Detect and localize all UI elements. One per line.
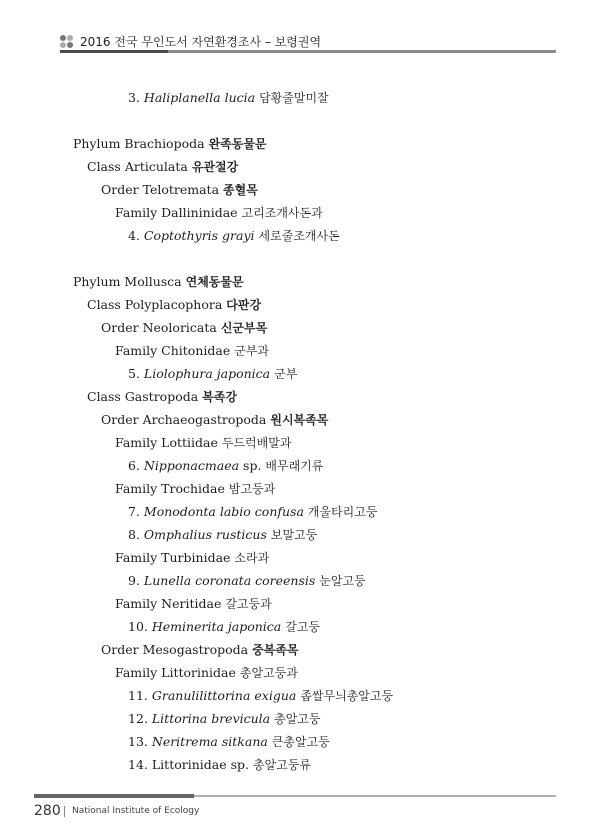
species-number: 9. bbox=[128, 573, 140, 588]
korean-name: 눈알고둥 bbox=[319, 574, 366, 588]
korean-name: 좁쌀무늬총알고둥 bbox=[300, 689, 394, 703]
species-entry bbox=[128, 527, 317, 543]
order-korean-name: 원시복족목 bbox=[270, 413, 329, 427]
class-korean-name: 다판강 bbox=[226, 298, 262, 312]
species-number: 12. bbox=[128, 711, 148, 726]
korean-name: 큰총알고둥 bbox=[271, 735, 330, 749]
class-heading bbox=[87, 159, 238, 175]
order-korean-name: 종혈목 bbox=[223, 183, 258, 197]
family-korean-name: 밤고둥과 bbox=[228, 482, 276, 496]
family-korean-name: 총알고둥과 bbox=[239, 666, 298, 680]
family-heading bbox=[115, 205, 323, 221]
family-heading bbox=[115, 596, 272, 612]
korean-name: 보말고둥 bbox=[270, 528, 318, 542]
order-heading bbox=[101, 182, 258, 198]
class-heading bbox=[87, 297, 261, 313]
species-number: 8. bbox=[128, 527, 140, 542]
scientific-name: Heminerita japonica bbox=[151, 619, 282, 634]
family-korean-name: 군부과 bbox=[234, 344, 269, 358]
running-header bbox=[60, 34, 556, 50]
header-dots-icon bbox=[60, 35, 74, 49]
order-heading bbox=[101, 412, 328, 428]
phylum-name: Phylum Mollusca bbox=[73, 274, 182, 289]
species-entry bbox=[128, 711, 321, 727]
korean-name: 배무래기류 bbox=[265, 459, 324, 473]
phylum-korean-name: 연체동물문 bbox=[185, 275, 244, 289]
order-name: Order Mesogastropoda bbox=[101, 642, 249, 657]
order-name: Order Archaeogastropoda bbox=[101, 412, 267, 427]
order-name: Order Telotremata bbox=[101, 182, 220, 197]
scientific-name: Liolophura japonica bbox=[143, 366, 271, 381]
species-number: 6. bbox=[128, 458, 140, 473]
class-name: Class Gastropoda bbox=[87, 389, 199, 404]
scientific-name: Granulilittorina exigua bbox=[151, 688, 297, 703]
species-entry bbox=[128, 734, 330, 750]
phylum-name: Phylum Brachiopoda bbox=[73, 136, 205, 151]
scientific-name: Lunella coronata coreensis bbox=[143, 573, 316, 588]
order-korean-name: 신군부목 bbox=[220, 321, 268, 335]
species-entry bbox=[128, 573, 366, 589]
family-name: Family Trochidae bbox=[115, 481, 225, 496]
header-rule-accent bbox=[60, 50, 168, 53]
phylum-heading bbox=[73, 274, 244, 290]
korean-name: 세로줄조개사돈 bbox=[258, 229, 340, 243]
family-heading bbox=[115, 481, 275, 497]
scientific-name: Omphalius rusticus bbox=[143, 527, 267, 542]
page-number: 280 bbox=[34, 803, 61, 819]
korean-name: 담황줄말미잘 bbox=[259, 91, 329, 105]
species-entry bbox=[128, 688, 393, 704]
header-title: 2016 전국 무인도서 자연환경조사 – 보령권역 bbox=[80, 35, 322, 49]
species-entry bbox=[128, 458, 323, 474]
scientific-name: Haliplanella lucia bbox=[143, 90, 256, 105]
species-entry bbox=[128, 757, 311, 773]
footer-rule bbox=[194, 795, 556, 797]
korean-name: 총알고둥류 bbox=[252, 758, 311, 772]
species-number: 4. bbox=[128, 228, 140, 243]
species-number: 7. bbox=[128, 504, 140, 519]
scientific-name: Nipponacmaea bbox=[143, 458, 240, 473]
species-number: 3. bbox=[128, 90, 140, 105]
species-number: 13. bbox=[128, 734, 148, 749]
family-name: Family Turbinidae bbox=[115, 550, 231, 565]
family-heading bbox=[115, 435, 291, 451]
order-heading bbox=[101, 642, 298, 658]
scientific-name: Littorina brevicula bbox=[151, 711, 271, 726]
family-korean-name: 소라과 bbox=[234, 551, 270, 565]
species-number: 11. bbox=[128, 688, 148, 703]
footer-separator bbox=[64, 806, 65, 817]
family-name: Family Lottiidae bbox=[115, 435, 218, 450]
species-entry bbox=[128, 504, 377, 520]
family-heading bbox=[115, 343, 269, 359]
class-name: Class Polyplacophora bbox=[87, 297, 223, 312]
family-korean-name: 두드럭배말과 bbox=[221, 436, 292, 450]
family-name: Family Dallininidae bbox=[115, 205, 238, 220]
class-name: Class Articulata bbox=[87, 159, 188, 174]
class-heading bbox=[87, 389, 237, 405]
phylum-heading bbox=[73, 136, 267, 152]
order-name: Order Neoloricata bbox=[101, 320, 217, 335]
family-name: Family Littorinidae bbox=[115, 665, 236, 680]
family-name: Family Neritidae bbox=[115, 596, 222, 611]
order-heading bbox=[101, 320, 267, 336]
species-entry bbox=[128, 90, 329, 106]
species-number: 14. bbox=[128, 757, 148, 772]
family-name: Family Chitonidae bbox=[115, 343, 231, 358]
footer-organization: National Institute of Ecology bbox=[72, 806, 200, 816]
species-entry bbox=[128, 619, 320, 635]
footer-rule-accent bbox=[34, 794, 194, 798]
korean-name: 개울타리고둥 bbox=[307, 505, 378, 519]
order-korean-name: 중복족목 bbox=[252, 643, 299, 657]
family-korean-name: 갈고둥과 bbox=[225, 597, 272, 611]
species-number: 5. bbox=[128, 366, 140, 381]
species-qualifier: sp. bbox=[243, 458, 262, 473]
family-heading bbox=[115, 665, 298, 681]
scientific-name: Monodonta labio confusa bbox=[143, 504, 304, 519]
species-number: 10. bbox=[128, 619, 148, 634]
species-entry bbox=[128, 366, 297, 382]
family-korean-name: 고리조개사돈과 bbox=[241, 206, 323, 220]
scientific-name: Coptothyris grayi bbox=[143, 228, 255, 243]
family-heading bbox=[115, 550, 269, 566]
phylum-korean-name: 완족동물문 bbox=[208, 137, 267, 151]
class-korean-name: 유관절강 bbox=[191, 160, 239, 174]
species-name: Littorinidae sp. bbox=[151, 757, 249, 772]
korean-name: 총알고둥 bbox=[274, 712, 321, 726]
scientific-name: Neritrema sitkana bbox=[151, 734, 268, 749]
korean-name: 갈고둥 bbox=[285, 620, 321, 634]
korean-name: 군부 bbox=[274, 367, 298, 381]
species-entry bbox=[128, 228, 340, 244]
class-korean-name: 복족강 bbox=[202, 390, 237, 404]
